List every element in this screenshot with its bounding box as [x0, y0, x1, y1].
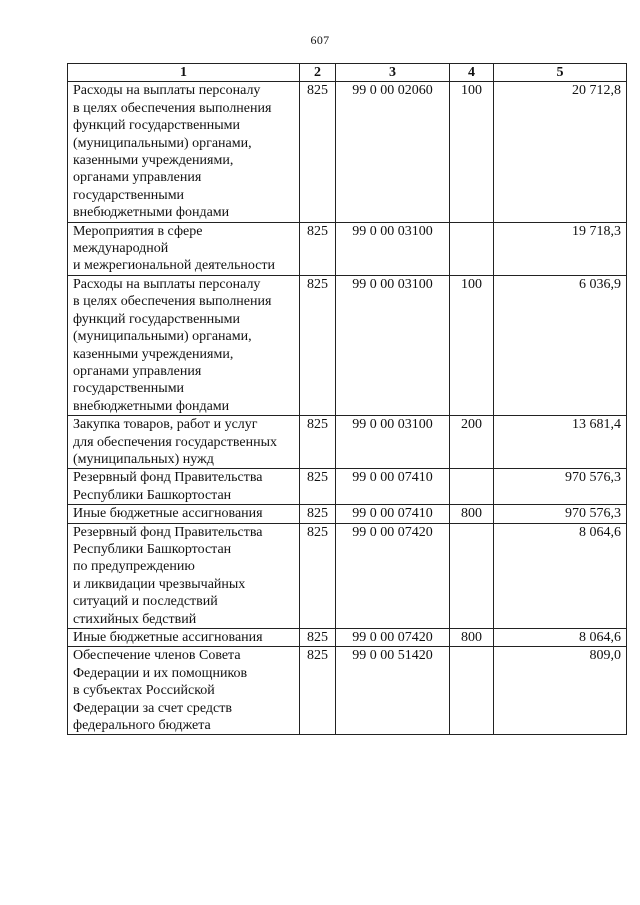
table-row: [68, 629, 627, 647]
cell-target: 99 0 00 03100: [336, 275, 450, 415]
table-header-row: [68, 64, 627, 82]
table-row: [68, 275, 627, 415]
cell-target: 99 0 00 03100: [336, 222, 450, 275]
cell-amount: 970 576,3: [494, 505, 627, 523]
cell-amount: 809,0: [494, 647, 627, 735]
cell-amount: 6 036,9: [494, 275, 627, 415]
cell-target: 99 0 00 07410: [336, 505, 450, 523]
cell-type: [450, 647, 494, 735]
page-number: 607: [310, 33, 330, 47]
table-row: [68, 647, 627, 735]
cell-ministry: 825: [300, 222, 336, 275]
cell-amount: 19 718,3: [494, 222, 627, 275]
header-cell-target: 3: [336, 64, 450, 82]
cell-name: Иные бюджетные ассигнования: [68, 505, 300, 523]
cell-amount: 8 064,6: [494, 523, 627, 628]
cell-target: 99 0 00 07420: [336, 629, 450, 647]
table-row: [68, 469, 627, 505]
cell-name: Обеспечение членов Совета Федерации и их помощников в субъектах Российской Федерации за счет средств федерального бюджета: [68, 647, 300, 735]
cell-name: Расходы на выплаты персоналу в целях обеспечения выполнения функций государственными (муниципальными) органами, казенными учреждениями, органами управления государственными внебюджетными фондами: [68, 82, 300, 222]
cell-ministry: 825: [300, 469, 336, 505]
cell-type: [450, 469, 494, 505]
table-row: [68, 82, 627, 222]
table-row: [68, 416, 627, 469]
cell-target: 99 0 00 07420: [336, 523, 450, 628]
table-row: [68, 523, 627, 628]
cell-ministry: 825: [300, 82, 336, 222]
header-cell-amount: 5: [494, 64, 627, 82]
cell-amount: 970 576,3: [494, 469, 627, 505]
cell-amount: 8 064,6: [494, 629, 627, 647]
cell-type: 800: [450, 629, 494, 647]
cell-target: 99 0 00 51420: [336, 647, 450, 735]
cell-ministry: 825: [300, 629, 336, 647]
cell-type: 200: [450, 416, 494, 469]
cell-type: 100: [450, 275, 494, 415]
cell-amount: 13 681,4: [494, 416, 627, 469]
cell-ministry: 825: [300, 523, 336, 628]
cell-amount: 20 712,8: [494, 82, 627, 222]
cell-ministry: 825: [300, 416, 336, 469]
cell-type: [450, 523, 494, 628]
cell-target: 99 0 00 07410: [336, 469, 450, 505]
cell-name: Мероприятия в сфере международной и межрегиональной деятельности: [68, 222, 300, 275]
cell-type: 100: [450, 82, 494, 222]
cell-name: Закупка товаров, работ и услуг для обеспечения государственных (муниципальных) нужд: [68, 416, 300, 469]
cell-name: Иные бюджетные ассигнования: [68, 629, 300, 647]
cell-name: Резервный фонд Правительства Республики Башкортостан по предупреждению и ликвидации чрезвычайных ситуаций и последствий стихийных бедствий: [68, 523, 300, 628]
table-row: [68, 505, 627, 523]
cell-type: [450, 222, 494, 275]
cell-name: Резервный фонд Правительства Республики Башкортостан: [68, 469, 300, 505]
cell-target: 99 0 00 03100: [336, 416, 450, 469]
cell-ministry: 825: [300, 505, 336, 523]
table-row: [68, 222, 627, 275]
cell-name: Расходы на выплаты персоналу в целях обеспечения выполнения функций государственными (муниципальными) органами, казенными учреждениями, органами управления государственными внебюджетными фондами: [68, 275, 300, 415]
header-cell-name: 1: [68, 64, 300, 82]
cell-type: 800: [450, 505, 494, 523]
cell-ministry: 825: [300, 647, 336, 735]
budget-table: [67, 63, 627, 735]
cell-target: 99 0 00 02060: [336, 82, 450, 222]
header-cell-type: 4: [450, 64, 494, 82]
header-cell-ministry: 2: [300, 64, 336, 82]
cell-ministry: 825: [300, 275, 336, 415]
